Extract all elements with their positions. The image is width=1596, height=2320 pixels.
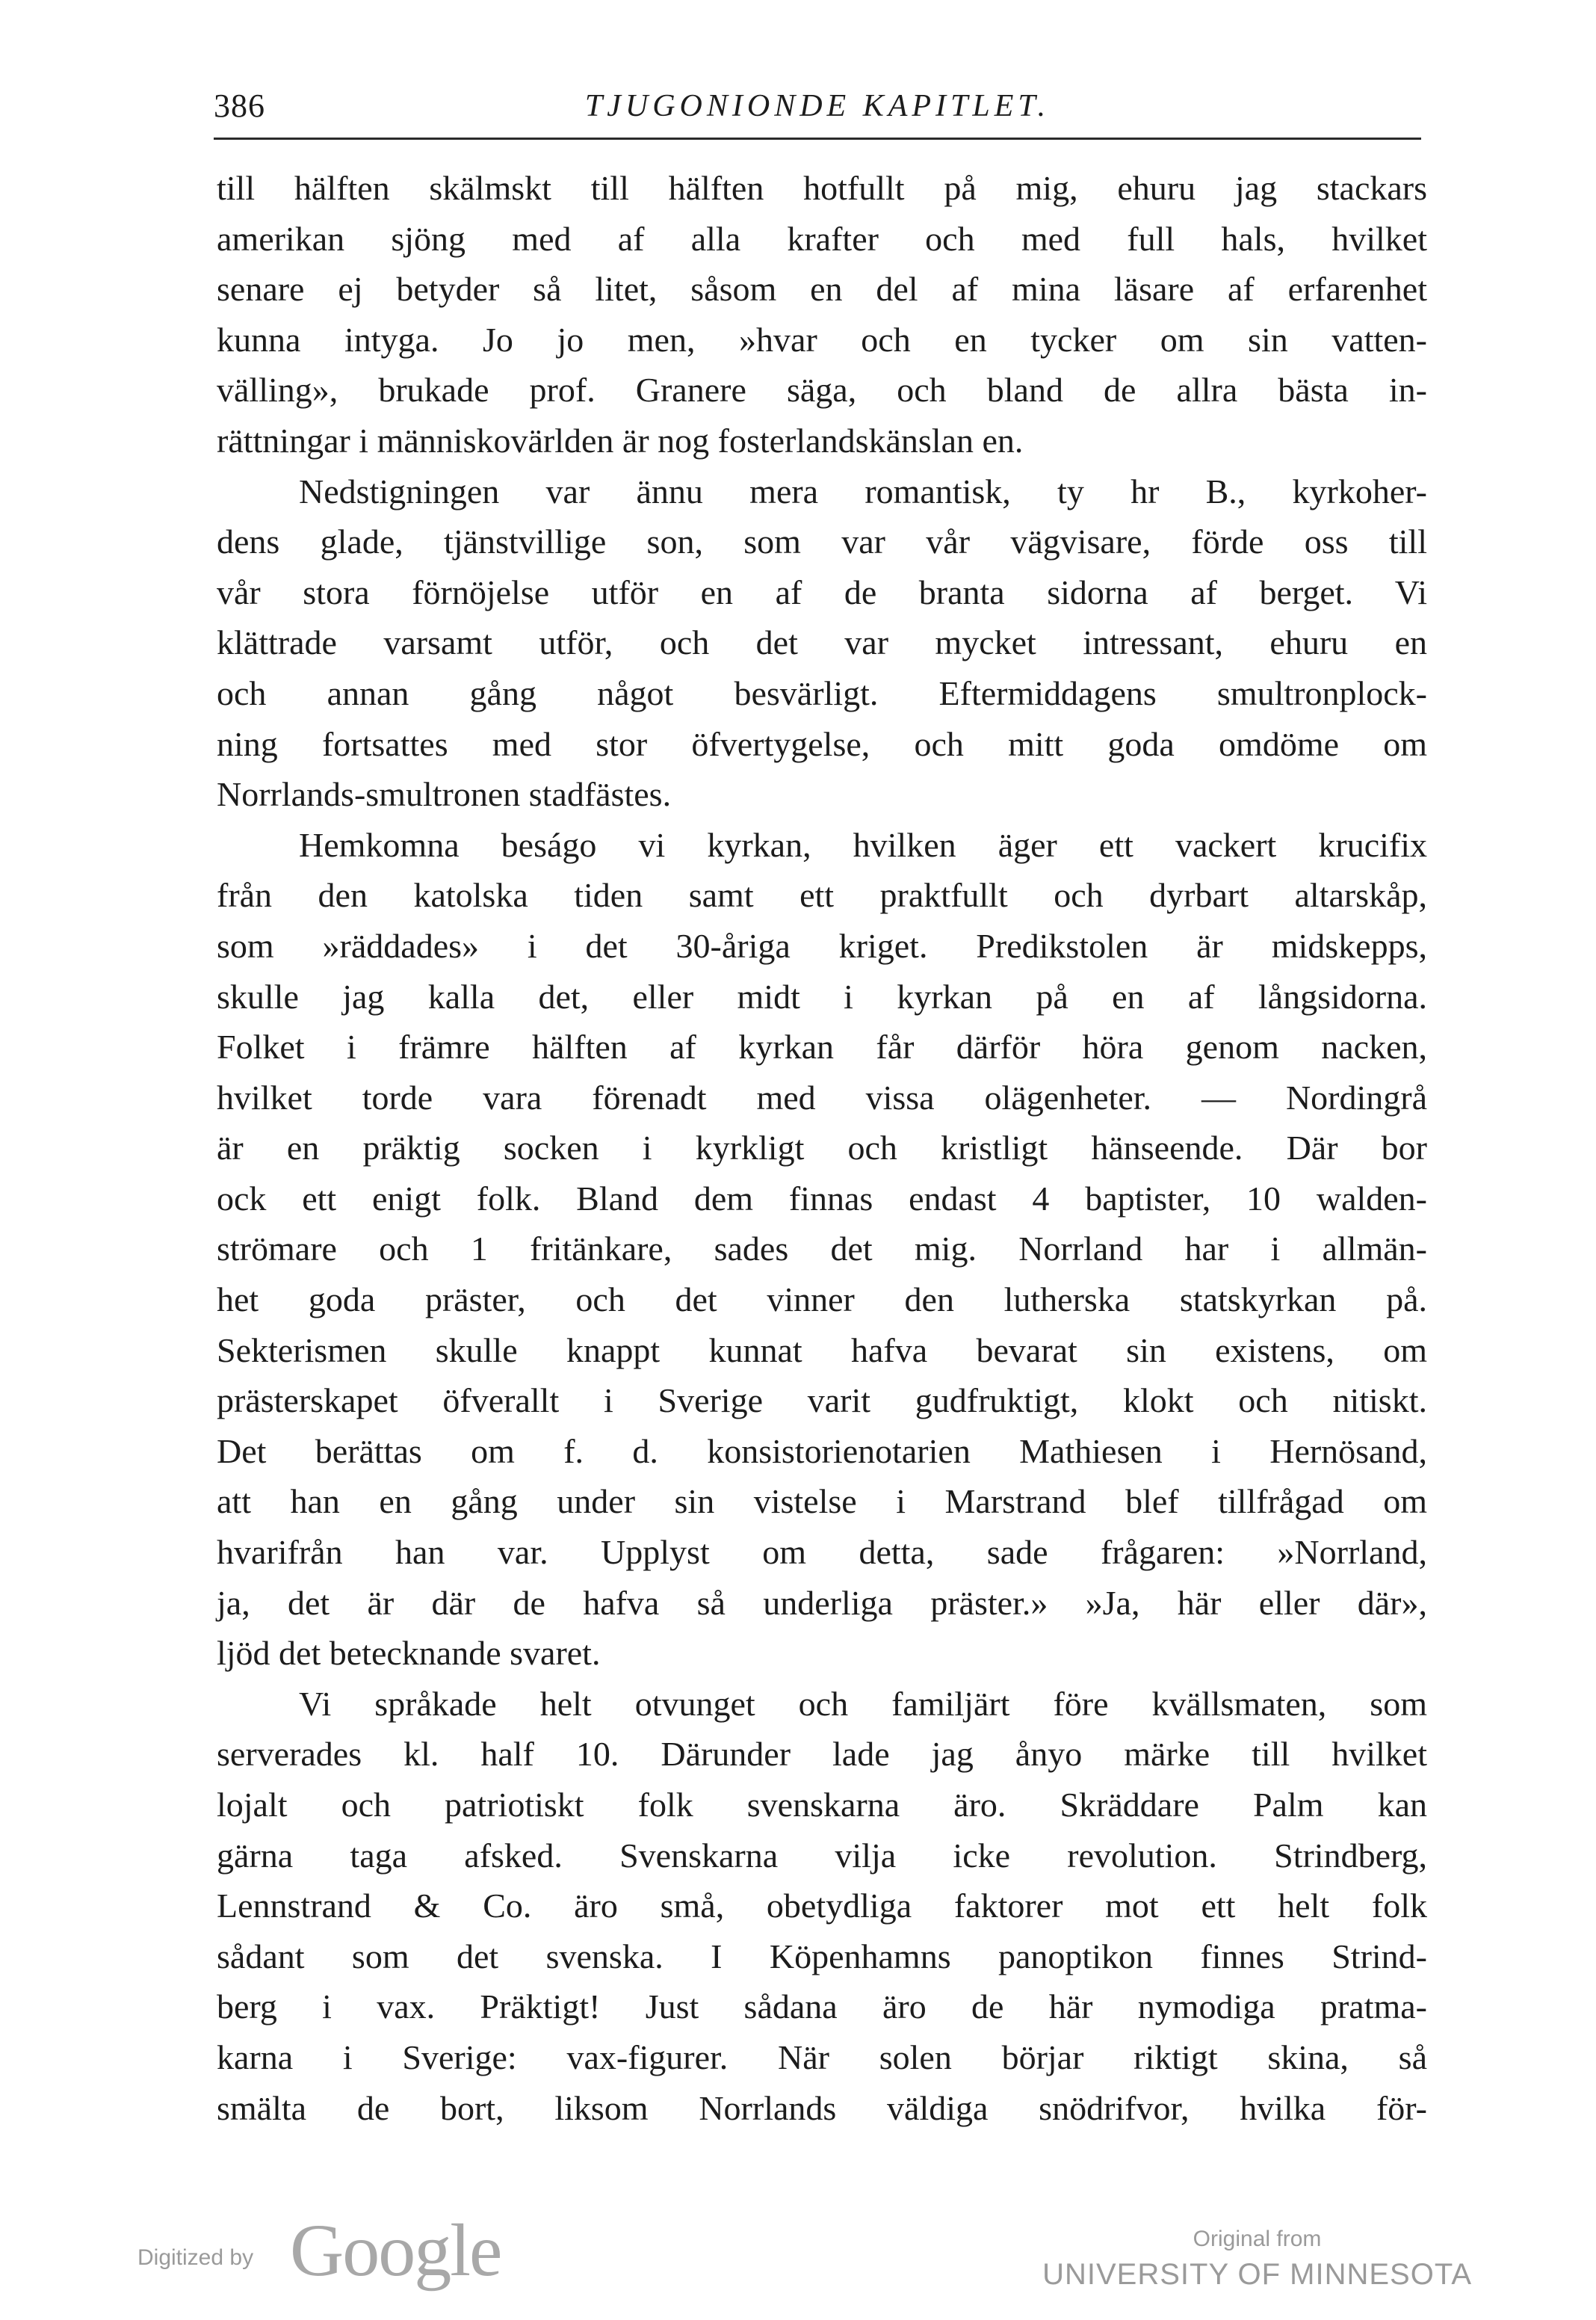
text-line: från den katolska tiden samt ett praktfullt och dyrbart altarskåp, [217, 876, 1427, 915]
text-line: ning fortsattes med stor öfvertygelse, och mitt goda omdöme om [217, 724, 1427, 763]
text-line: het goda präster, och det vinner den lutherska statskyrkan på. [217, 1280, 1427, 1319]
text-line: strömare och 1 fritänkare, sades det mig. Norrland har i allmän- [217, 1230, 1427, 1268]
text-line: Sekterismen skulle knappt kunnat hafva bevarat sin existens, om [217, 1330, 1427, 1369]
text-line: att han en gång under sin vistelse i Marstrand blef tillfrågad om [217, 1482, 1427, 1521]
text-line: klättrade varsamt utför, och det var mycket intressant, ehuru en [217, 623, 1427, 662]
text-line: prästerskapet öfverallt i Sverige varit gudfruktigt, klokt och nitiskt. [217, 1381, 1427, 1420]
text-line: Det berättas om f. d. konsistorienotarien Mathiesen i Hernösand, [217, 1431, 1427, 1470]
text-line: Nedstigningen var ännu mera romantisk, ty hr B., kyrkoher- [299, 472, 1427, 510]
library-credit [1042, 2224, 1472, 2295]
page-number: 386 [214, 87, 265, 124]
text-line: Lennstrand & Co. äro små, obetydliga faktorer mot ett helt folk [217, 1886, 1427, 1925]
text-line: som »räddades» i det 30-åriga kriget. Predikstolen är midskepps, [217, 926, 1427, 965]
university-label: UNIVERSITY OF MINNESOTA [1042, 2258, 1472, 2291]
text-line: hvarifrån han var. Upplyst om detta, sade frågaren: »Norrland, [217, 1533, 1427, 1572]
text-line: till hälften skälmskt till hälften hotfullt på mig, ehuru jag stackars [217, 169, 1427, 207]
text-line: Vi språkade helt otvunget och familjärt före kvällsmaten, som [299, 1684, 1427, 1723]
text-line: Hemkomna beságo vi kyrkan, hvilken äger ett vackert krucifix [299, 825, 1427, 864]
text-line: lojalt och patriotiskt folk svenskarna äro. Skräddare Palm kan [217, 1786, 1427, 1824]
text-line: senare ej betyder så litet, såsom en del af mina läsare af erfarenhet [217, 270, 1427, 309]
text-line: gärna taga afsked. Svenskarna vilja icke revolution. Strindberg, [217, 1836, 1427, 1875]
text-line: Folket i främre hälften af kyrkan får därför höra genom nacken, [217, 1028, 1427, 1067]
text-line: rättningar i människovärlden är nog fosterlandskänslan en. [217, 421, 1024, 460]
text-line: berg i vax. Präktigt! Just sådana äro de här nymodiga pratma- [217, 1987, 1427, 2026]
text-line: smälta de bort, liksom Norrlands väldiga snödrifvor, hvilka för- [217, 2088, 1427, 2127]
chapter-title: TJUGONIONDE KAPITLET. [584, 89, 1051, 123]
text-line: är en präktig socken i kyrkligt och kristligt hänseende. Där bor [217, 1129, 1427, 1167]
text-line: och annan gång något besvärligt. Eftermiddagens smultronplock- [217, 673, 1427, 712]
digitized-by-label: Digitized by [137, 2245, 254, 2270]
text-line: kunna intyga. Jo jo men, »hvar och en tycker om sin vatten- [217, 320, 1427, 359]
text-line: ock ett enigt folk. Bland dem finnas endast 4 baptister, 10 walden- [217, 1179, 1427, 1218]
google-logo: Google [290, 2209, 501, 2292]
digitized-by-watermark [137, 2209, 526, 2292]
text-line: serverades kl. half 10. Därunder lade jag ånyo märke till hvilket [217, 1735, 1427, 1774]
text-line: ljöd det betecknande svaret. [217, 1634, 601, 1673]
text-line: skulle jag kalla det, eller midt i kyrkan på en af långsidorna. [217, 977, 1427, 1016]
text-line: amerikan sjöng med af alla krafter och med full hals, hvilket [217, 219, 1427, 258]
text-line: Norrlands-smultronen stadfästes. [217, 775, 672, 814]
text-line: välling», brukade prof. Granere säga, och bland de allra bästa in- [217, 371, 1427, 410]
original-from-label: Original from [1193, 2227, 1322, 2251]
body-text [217, 163, 1427, 2133]
running-head [214, 84, 1421, 136]
text-line: vår stora förnöjelse utför en af de branta sidorna af berget. Vi [217, 573, 1427, 611]
text-line: sådant som det svenska. I Köpenhamns panoptikon finnes Strind- [217, 1937, 1427, 1975]
text-line: hvilket torde vara förenadt med vissa olägenheter. — Nordingrå [217, 1078, 1427, 1117]
header-rule [214, 138, 1421, 140]
text-line: ja, det är där de hafva så underliga präster.» »Ja, här eller där», [217, 1583, 1427, 1622]
text-line: dens glade, tjänstvillige son, som var vår vägvisare, förde oss till [217, 522, 1427, 561]
text-line: karna i Sverige: vax-figurer. När solen börjar riktigt skina, så [217, 2037, 1427, 2076]
